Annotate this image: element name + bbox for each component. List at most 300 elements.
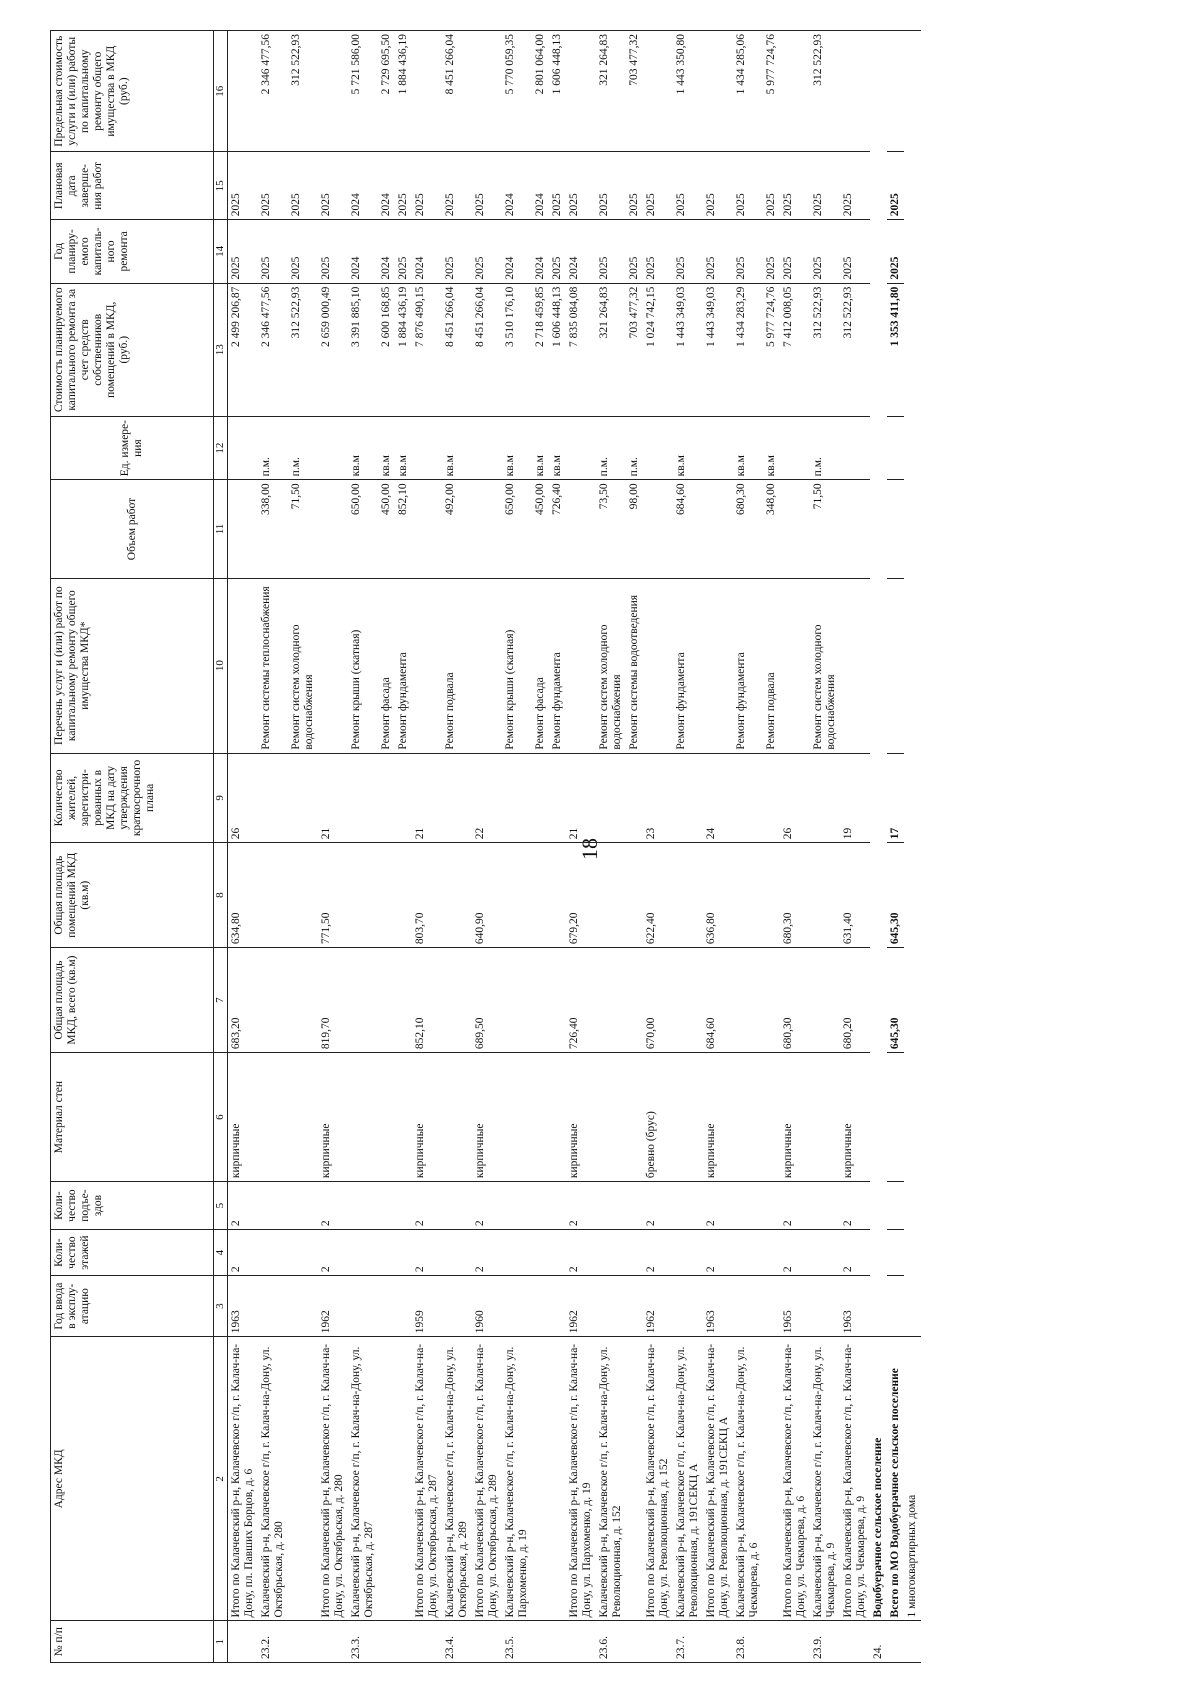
cell-u: кв.м	[763, 416, 780, 479]
cell-u	[643, 416, 673, 479]
cell-a1: 683,20	[228, 948, 259, 1053]
cell-f: 2	[228, 1230, 259, 1276]
cell-lim: 2 729 695,50	[378, 31, 395, 152]
table-row	[472, 31, 502, 1663]
cell-cost: 7 876 490,15	[412, 283, 442, 416]
cell-n	[318, 1621, 348, 1663]
column-number: 8	[214, 843, 228, 948]
cell-p	[549, 1182, 566, 1230]
cell-u: п.м.	[258, 416, 288, 479]
cell-r: 21	[566, 753, 596, 843]
cell-n: 23.9.	[810, 1621, 840, 1663]
cell-yr: 2025	[703, 220, 733, 283]
cell-v	[228, 480, 259, 578]
cell-addr: Итого по Калачевский р-н, Калачевское г/п, г. Калач-на-Дону, ул. Октябрьская, д. 289	[472, 1337, 502, 1621]
cell-lim: 2 801 064,00	[532, 31, 549, 152]
cell-f: 2	[318, 1230, 348, 1276]
cell-addr: Итого по Калачевский р-н, Калачевское г/п, г. Калач-на-Дону, ул. Октябрьская, д. 287	[412, 1337, 442, 1621]
cell-lim	[318, 31, 348, 152]
cell-v: 650,00	[502, 480, 532, 578]
cell-yr: 2025	[780, 220, 810, 283]
cell-m	[442, 1053, 472, 1182]
cell-a2	[733, 843, 763, 948]
cell-f	[288, 1230, 318, 1276]
cell-y: 1963	[703, 1276, 733, 1337]
cell-m	[733, 1053, 763, 1182]
cell	[887, 480, 904, 578]
header-cell: Материал стен	[51, 1053, 214, 1182]
cell-addr: Калачевский р-н, Калачевское г/п, г. Калач-на-Дону, ул. Чекмарева, д. 6	[733, 1337, 763, 1621]
table-row	[626, 31, 643, 1663]
header-cell: Общая площадь МКД, всего (кв.м)	[51, 948, 214, 1053]
cell-dt: 2025	[412, 152, 442, 220]
table-row	[412, 31, 442, 1663]
cell-y	[288, 1276, 318, 1337]
header-cell: № п/п	[51, 1621, 214, 1663]
section-title: Водобуерачное сельское поселение	[870, 1337, 887, 1621]
cell-yr: 2025	[643, 220, 673, 283]
cell-a2	[596, 843, 626, 948]
cell-lim: 321 264,83	[596, 31, 626, 152]
cell-a2	[763, 843, 780, 948]
cell-cost: 2 499 206,87	[228, 283, 259, 416]
table-row	[733, 31, 763, 1663]
cell-r	[673, 753, 703, 843]
total-date: 2025	[887, 152, 904, 220]
cell-m	[395, 1053, 412, 1182]
cell-cost: 2 600 168,85	[378, 283, 395, 416]
cell-a1	[348, 948, 378, 1053]
cell-u	[780, 416, 810, 479]
cell-addr	[549, 1337, 566, 1621]
header-cell: Плановая дата заверше-ния работ	[51, 152, 214, 220]
cell	[887, 31, 904, 152]
cell-n	[288, 1621, 318, 1663]
cell-y: 1962	[643, 1276, 673, 1337]
cell	[887, 1276, 904, 1337]
cell-yr: 2025	[258, 220, 288, 283]
cell-y	[348, 1276, 378, 1337]
cell-w: Ремонт подвала	[763, 578, 780, 753]
cell-y: 1963	[840, 1276, 870, 1337]
cell-m: кирпичные	[566, 1053, 596, 1182]
table-row	[673, 31, 703, 1663]
cell-m: кирпичные	[840, 1053, 870, 1182]
cell-lim: 8 451 266,04	[442, 31, 472, 152]
cell-n: 23.7.	[673, 1621, 703, 1663]
cell-addr: Итого по Калачевский р-н, Калачевское г/п, г. Калач-на-Дону, ул. Пархоменко, д. 19	[566, 1337, 596, 1621]
cell-f	[502, 1230, 532, 1276]
cell-lim: 5 977 724,76	[763, 31, 780, 152]
cell-yr: 2025	[596, 220, 626, 283]
header-cell: Ед. измере-ния	[51, 416, 214, 479]
cell-f	[810, 1230, 840, 1276]
cell-n	[780, 1621, 810, 1663]
table-row	[258, 31, 288, 1663]
cell-w: Ремонт системы водоотведения	[626, 578, 643, 753]
header-cell: Перечень услуг и (или) работ по капитальному ремонту общего имущества МКД*	[51, 578, 214, 753]
cell-u	[472, 416, 502, 479]
cell-lim	[840, 31, 870, 152]
cell-p: 2	[643, 1182, 673, 1230]
column-number: 14	[214, 220, 228, 283]
cell-cost: 7 412 008,05	[780, 283, 810, 416]
cell-a2: 634,80	[228, 843, 259, 948]
cell-lim: 1 434 285,06	[733, 31, 763, 152]
cell-yr: 2024	[566, 220, 596, 283]
cell-a1	[549, 948, 566, 1053]
cell-m	[549, 1053, 566, 1182]
header-cell: Год планиру-емого капиталь-ного ремонта	[51, 220, 214, 283]
cell-addr: Калачевский р-н, Калачевское г/п, г. Калач-на-Дону, ул. Октябрьская, д. 287	[348, 1337, 378, 1621]
cell-v: 71,50	[810, 480, 840, 578]
cell-cost: 2 718 459,85	[532, 283, 549, 416]
column-number: 16	[214, 31, 228, 152]
cell-w	[780, 578, 810, 753]
cell-u: п.м.	[626, 416, 643, 479]
cell-f: 2	[643, 1230, 673, 1276]
table-row	[378, 31, 395, 1663]
cell-m: кирпичные	[318, 1053, 348, 1182]
cell-a2: 680,30	[780, 843, 810, 948]
cell-w: Ремонт подвала	[442, 578, 472, 753]
column-number: 15	[214, 152, 228, 220]
cell-a1	[258, 948, 288, 1053]
table-row	[228, 31, 259, 1663]
cell-a1	[502, 948, 532, 1053]
cell-m	[810, 1053, 840, 1182]
cell-r: 21	[412, 753, 442, 843]
cell-p: 2	[472, 1182, 502, 1230]
cell-m: кирпичные	[780, 1053, 810, 1182]
cell-a2	[288, 843, 318, 948]
cell-yr: 2025	[673, 220, 703, 283]
cell-dt: 2025	[566, 152, 596, 220]
cell-f	[378, 1230, 395, 1276]
cell-w: Ремонт систем холодного водоснабжения	[810, 578, 840, 753]
cell-p: 2	[228, 1182, 259, 1230]
column-number: 6	[214, 1053, 228, 1182]
cell-dt: 2024	[532, 152, 549, 220]
cell-v: 852,10	[395, 480, 412, 578]
cell-addr: Итого по Калачевский р-н, Калачевское г/п, г. Калач-на-Дону, ул. Революционная, д. 191СЕКЦ А	[703, 1337, 733, 1621]
cell-dt: 2025	[673, 152, 703, 220]
cell-v: 726,40	[549, 480, 566, 578]
cell-n: 23.4.	[442, 1621, 472, 1663]
cell-yr: 2025	[840, 220, 870, 283]
cell-u: кв.м	[733, 416, 763, 479]
cell-addr: Итого по Калачевский р-н, Калачевское г/п, г. Калач-на-Дону, ул. Революционная, д. 152	[643, 1337, 673, 1621]
cell-addr: Калачевский р-н, Калачевское г/п, г. Калач-на-Дону, ул. Октябрьская, д. 289	[442, 1337, 472, 1621]
cell-m	[378, 1053, 395, 1182]
cell-m: кирпичные	[412, 1053, 442, 1182]
cell-addr: Итого по Калачевский р-н, Калачевское г/п, г. Калач-на-Дону, ул. Октябрьская, д. 280	[318, 1337, 348, 1621]
cell-a1	[288, 948, 318, 1053]
cell-f	[763, 1230, 780, 1276]
cell-a1	[378, 948, 395, 1053]
cell-m	[626, 1053, 643, 1182]
cell-p: 2	[566, 1182, 596, 1230]
capital-repair-table	[50, 30, 921, 1663]
cell-a1	[532, 948, 549, 1053]
cell-lim	[228, 31, 259, 152]
cell-r	[596, 753, 626, 843]
cell-lim	[643, 31, 673, 152]
cell-yr: 2024	[348, 220, 378, 283]
cell-a2	[258, 843, 288, 948]
cell-v	[412, 480, 442, 578]
cell-f: 2	[703, 1230, 733, 1276]
cell-cost: 8 451 266,04	[472, 283, 502, 416]
cell-cost: 1 884 436,19	[395, 283, 412, 416]
cell-f: 2	[840, 1230, 870, 1276]
table-row	[288, 31, 318, 1663]
cell-dt: 2025	[703, 152, 733, 220]
cell-p	[763, 1182, 780, 1230]
cell-m: кирпичные	[228, 1053, 259, 1182]
cell-dt: 2025	[596, 152, 626, 220]
cell-a2	[532, 843, 549, 948]
cell-lim	[566, 31, 596, 152]
header-cell: Адрес МКД	[51, 1337, 214, 1621]
cell-u: кв.м	[532, 416, 549, 479]
cell-dt: 2025	[840, 152, 870, 220]
cell-yr: 2025	[549, 220, 566, 283]
cell-f	[733, 1230, 763, 1276]
cell-w: Ремонт крыши (скатная)	[348, 578, 378, 753]
cell-r	[733, 753, 763, 843]
cell-r	[378, 753, 395, 843]
column-number: 2	[214, 1337, 228, 1621]
cell-dt: 2025	[228, 152, 259, 220]
table-row	[840, 31, 870, 1663]
cell-y	[549, 1276, 566, 1337]
cell-lim: 2 346 477,56	[258, 31, 288, 152]
cell-w: Ремонт фундамента	[733, 578, 763, 753]
cell-p	[378, 1182, 395, 1230]
cell-v: 684,60	[673, 480, 703, 578]
cell-m	[502, 1053, 532, 1182]
cell-w: Ремонт фундамента	[395, 578, 412, 753]
cell-r	[442, 753, 472, 843]
subtitle-row	[904, 31, 921, 1663]
cell-yr: 2025	[472, 220, 502, 283]
header-cell: Объем работ	[51, 480, 214, 578]
cell-v	[472, 480, 502, 578]
table-row	[810, 31, 840, 1663]
cell-yr: 2025	[810, 220, 840, 283]
column-number: 11	[214, 480, 228, 578]
cell-w: Ремонт фундамента	[549, 578, 566, 753]
cell-u: п.м.	[596, 416, 626, 479]
cell-v	[318, 480, 348, 578]
cell-y: 1960	[472, 1276, 502, 1337]
cell-f	[532, 1230, 549, 1276]
total-area-rooms: 645,30	[887, 843, 904, 948]
cell-dt: 2024	[348, 152, 378, 220]
cell-n	[626, 1621, 643, 1663]
cell-w	[566, 578, 596, 753]
page-number: 18	[577, 838, 602, 860]
cell-yr: 2024	[532, 220, 549, 283]
header-cell: Коли-чество этажей	[51, 1230, 214, 1276]
cell-addr	[763, 1337, 780, 1621]
cell-a2	[549, 843, 566, 948]
column-number: 4	[214, 1230, 228, 1276]
cell-w	[228, 578, 259, 753]
cell-a2: 803,70	[412, 843, 442, 948]
cell-n	[395, 1621, 412, 1663]
cell-v	[566, 480, 596, 578]
cell-r	[348, 753, 378, 843]
cell-n	[532, 1621, 549, 1663]
cell-addr: Калачевский р-н, Калачевское г/п, г. Калач-на-Дону, ул. Революционная, д. 191СЕКЦ А	[673, 1337, 703, 1621]
cell-n	[378, 1621, 395, 1663]
cell-w: Ремонт фасада	[532, 578, 549, 753]
cell-y	[733, 1276, 763, 1337]
cell-v: 73,50	[596, 480, 626, 578]
cell-a1: 680,30	[780, 948, 810, 1053]
cell-p	[348, 1182, 378, 1230]
cell-r: 24	[703, 753, 733, 843]
cell-y: 1965	[780, 1276, 810, 1337]
total-title: Всего по МО Водобуерачное сельское поселение	[887, 1337, 904, 1621]
cell	[887, 1621, 904, 1663]
cell-v: 338,00	[258, 480, 288, 578]
cell-p	[596, 1182, 626, 1230]
cell-f	[395, 1230, 412, 1276]
cell-addr	[288, 1337, 318, 1621]
column-number: 10	[214, 578, 228, 753]
cell-w	[840, 578, 870, 753]
cell-w: Ремонт крыши (скатная)	[502, 578, 532, 753]
cell-u: кв.м	[378, 416, 395, 479]
cell	[887, 1230, 904, 1276]
cell-a2	[810, 843, 840, 948]
cell-p	[810, 1182, 840, 1230]
cell-u	[412, 416, 442, 479]
column-number-row	[214, 31, 228, 1663]
cell-v: 348,00	[763, 480, 780, 578]
total-cost: 1 353 411,80	[887, 283, 904, 416]
cell-u: п.м.	[288, 416, 318, 479]
cell-w: Ремонт системы теплоснабжения	[258, 578, 288, 753]
cell-y: 1962	[318, 1276, 348, 1337]
table-row	[643, 31, 673, 1663]
header-cell: Коли-чество подъе-здов	[51, 1182, 214, 1230]
cell-a2: 771,50	[318, 843, 348, 948]
cell-u: кв.м	[549, 416, 566, 479]
cell	[904, 1621, 921, 1663]
section-row	[870, 31, 887, 1663]
cell-f	[258, 1230, 288, 1276]
cell-dt: 2025	[318, 152, 348, 220]
cell-lim	[412, 31, 442, 152]
column-number: 13	[214, 283, 228, 416]
cell-r	[549, 753, 566, 843]
cell-dt: 2025	[810, 152, 840, 220]
cell-addr: Итого по Калачевский р-н, Калачевское г/п, г. Калач-на-Дону, пл. Павших Борцов, д. 6	[228, 1337, 259, 1621]
cell-dt: 2024	[502, 152, 532, 220]
cell-p	[395, 1182, 412, 1230]
cell	[887, 1182, 904, 1230]
cell-v	[643, 480, 673, 578]
cell-w: Ремонт фасада	[378, 578, 395, 753]
cell-w: Ремонт фундамента	[673, 578, 703, 753]
cell-p	[626, 1182, 643, 1230]
cell	[887, 416, 904, 479]
cell-f: 2	[472, 1230, 502, 1276]
cell-yr: 2025	[733, 220, 763, 283]
cell-yr: 2025	[395, 220, 412, 283]
cell-dt: 2025	[626, 152, 643, 220]
cell-a1	[763, 948, 780, 1053]
cell-n: 23.8.	[733, 1621, 763, 1663]
cell-cost: 312 522,93	[810, 283, 840, 416]
houses-count: 1 многоквартирных дома	[904, 1337, 921, 1621]
cell-lim: 5 721 586,00	[348, 31, 378, 152]
cell-a2	[442, 843, 472, 948]
cell-a2	[502, 843, 532, 948]
cell-r: 26	[228, 753, 259, 843]
total-residents: 17	[887, 753, 904, 843]
column-number: 12	[214, 416, 228, 479]
cell-cost: 312 522,93	[288, 283, 318, 416]
cell-u	[566, 416, 596, 479]
cell-m: кирпичные	[472, 1053, 502, 1182]
cell-lim	[780, 31, 810, 152]
header-cell: Общая площадь помещений МКД (кв.м)	[51, 843, 214, 948]
cell-m	[288, 1053, 318, 1182]
cell-lim: 1 443 350,80	[673, 31, 703, 152]
cell-m	[673, 1053, 703, 1182]
cell-dt: 2025	[395, 152, 412, 220]
table-row	[318, 31, 348, 1663]
cell-lim: 1 884 436,19	[395, 31, 412, 152]
cell-a2: 636,80	[703, 843, 733, 948]
cell-a1: 684,60	[703, 948, 733, 1053]
cell-yr: 2024	[378, 220, 395, 283]
cell-v: 71,50	[288, 480, 318, 578]
total-year: 2025	[887, 220, 904, 283]
cell-n	[643, 1621, 673, 1663]
cell-w	[472, 578, 502, 753]
cell-cost: 3 391 885,10	[348, 283, 378, 416]
cell-n: 23.2.	[258, 1621, 288, 1663]
cell-a1	[673, 948, 703, 1053]
cell-v: 650,00	[348, 480, 378, 578]
header-cell: Количество жителей, зарегистри-рованных в МКД на дату утверждения краткосрочного плана	[51, 753, 214, 843]
cell-v: 680,30	[733, 480, 763, 578]
cell-u	[228, 416, 259, 479]
cell-yr: 2025	[288, 220, 318, 283]
cell-r: 22	[472, 753, 502, 843]
table-row	[703, 31, 733, 1663]
cell-y	[378, 1276, 395, 1337]
cell-lim: 1 606 448,13	[549, 31, 566, 152]
cell-a2: 679,20	[566, 843, 596, 948]
cell-w	[412, 578, 442, 753]
cell-p: 2	[412, 1182, 442, 1230]
cell-u: кв.м	[348, 416, 378, 479]
cell-cost: 5 977 724,76	[763, 283, 780, 416]
cell-u	[318, 416, 348, 479]
cell-addr: Калачевский р-н, Калачевское г/п, г. Калач-на-Дону, ул. Революционная, д. 152	[596, 1337, 626, 1621]
cell-y	[502, 1276, 532, 1337]
cell-w	[643, 578, 673, 753]
cell-r	[532, 753, 549, 843]
header-cell: Стоимость планируемого капитального ремонта за счет средств собственников помещений в МКД, (руб.)	[51, 283, 214, 416]
